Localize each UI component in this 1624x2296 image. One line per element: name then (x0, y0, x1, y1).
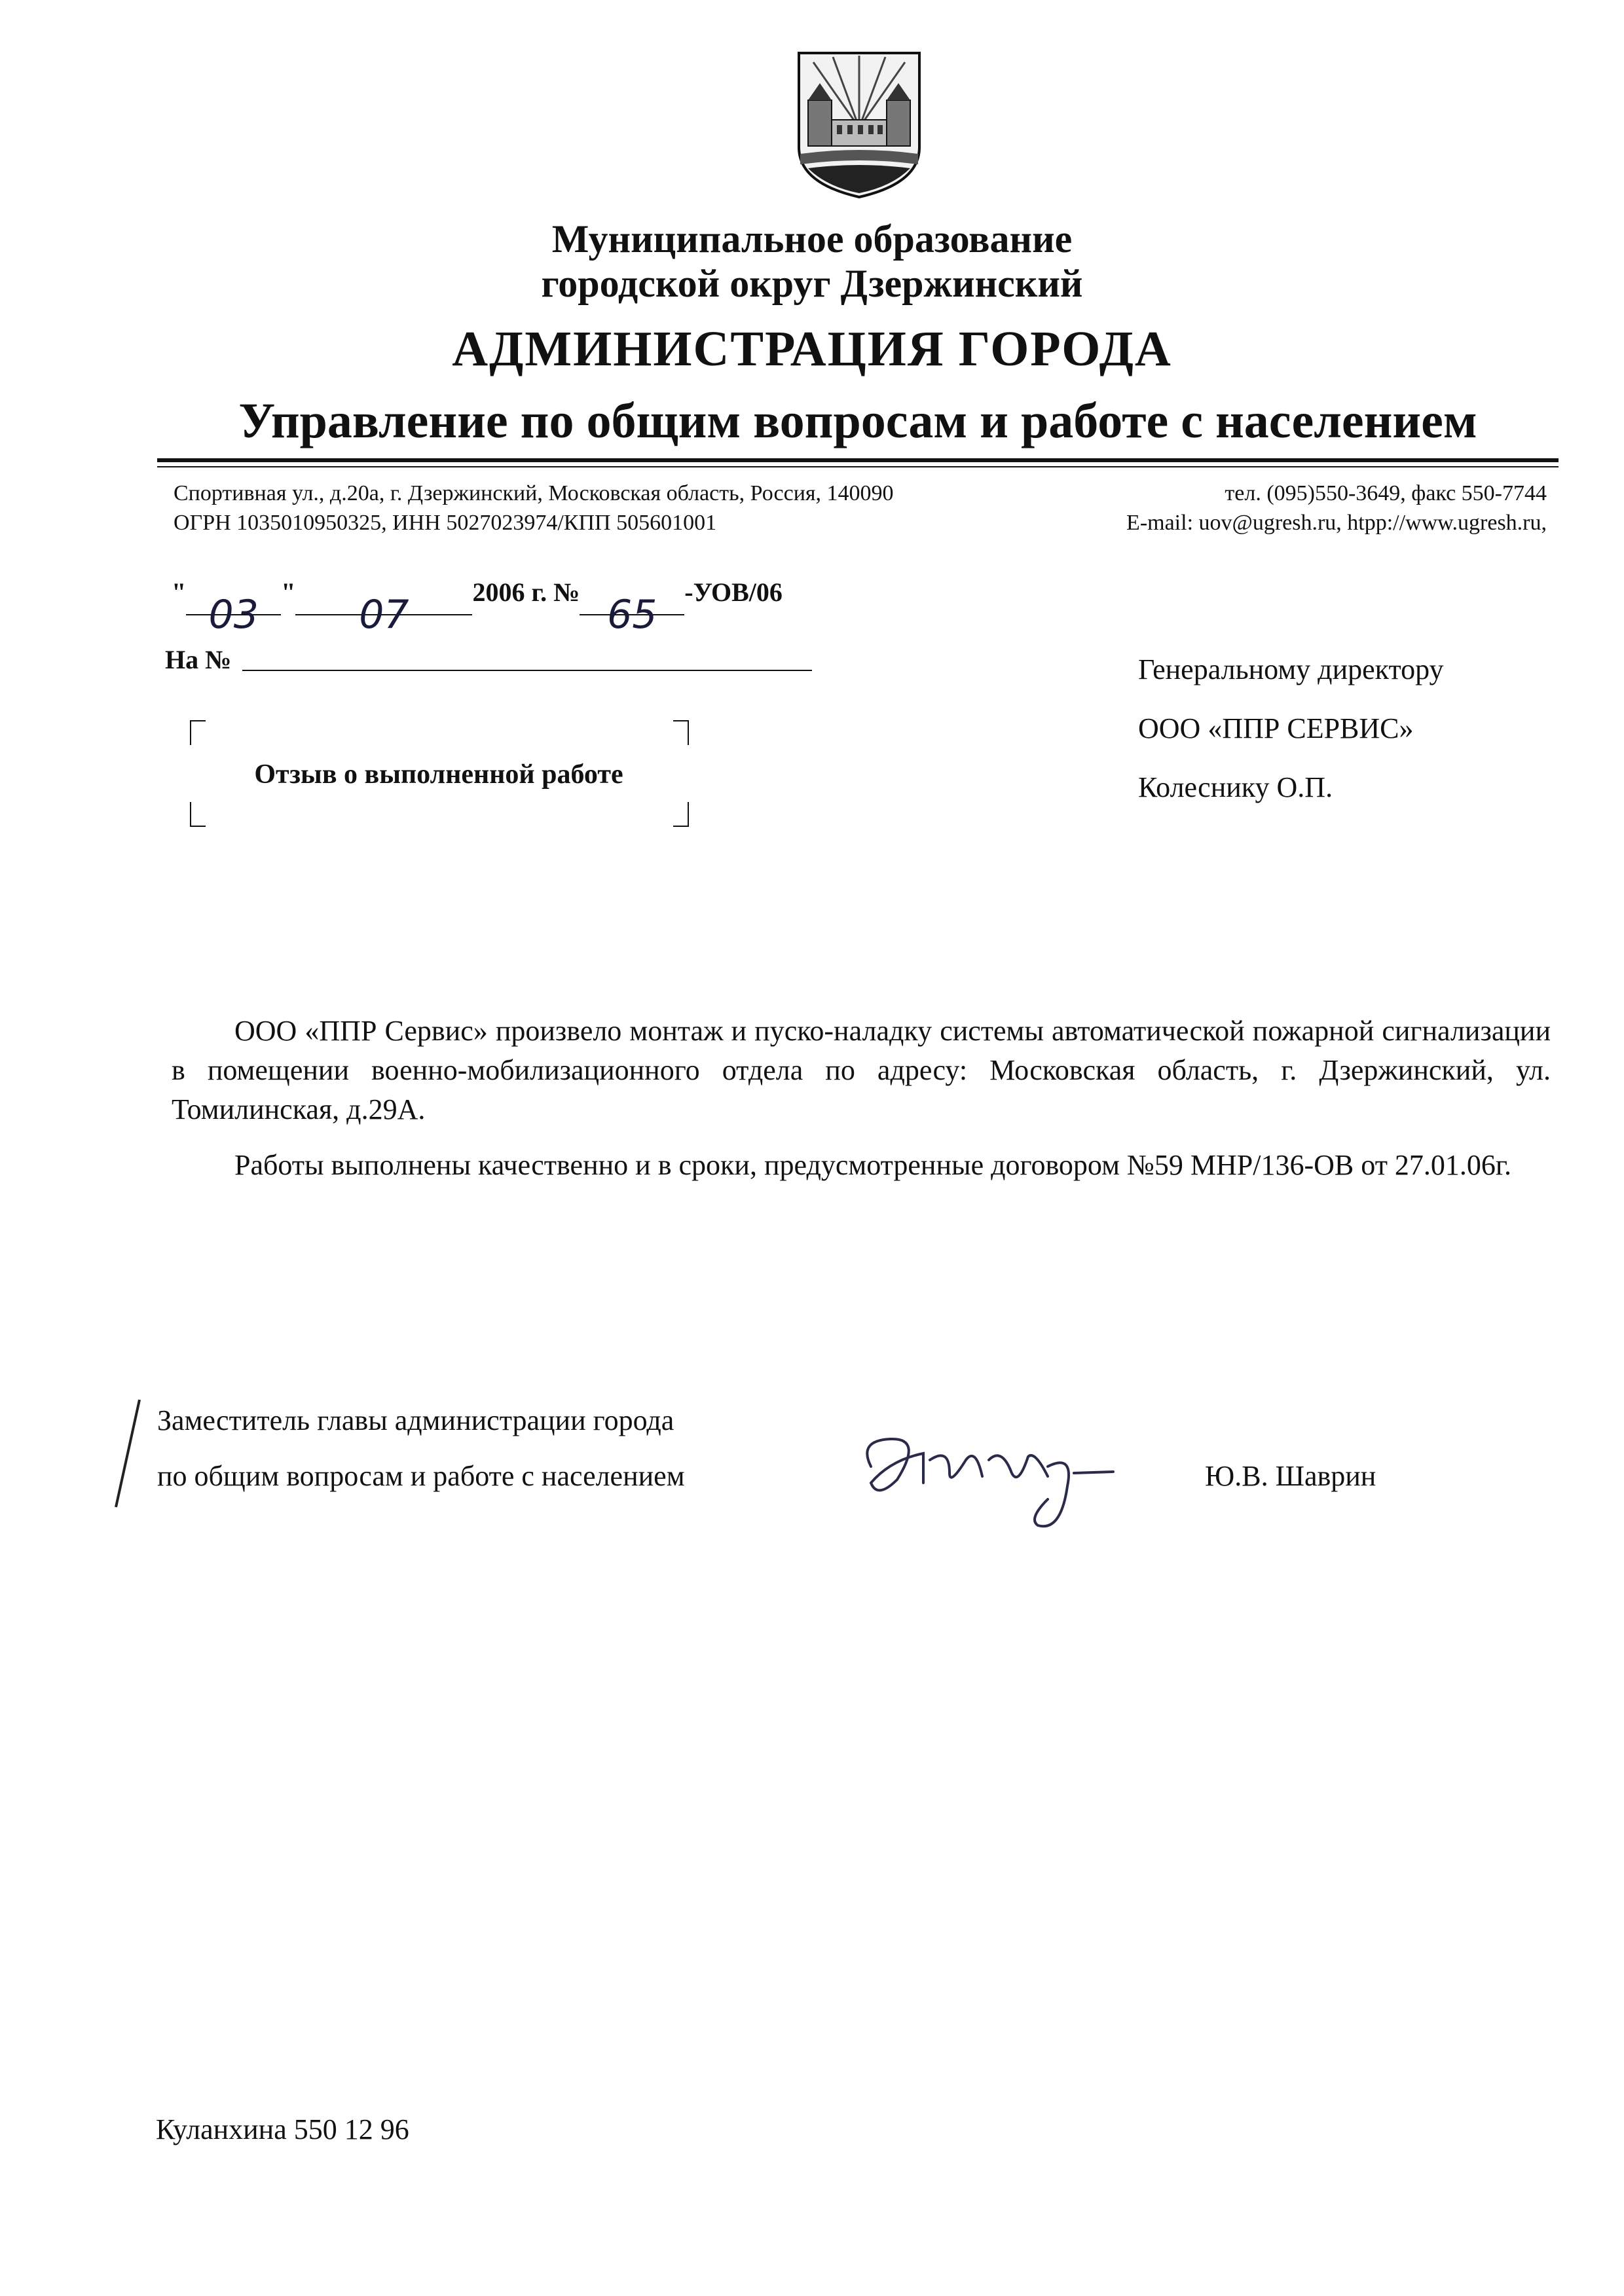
addressee-position: Генеральному директору (1138, 653, 1444, 685)
day-field (186, 584, 281, 638)
bracket-top-left (190, 720, 206, 745)
signer-title-line-1: Заместитель главы администрации города (157, 1404, 674, 1436)
day-handwritten: 03 (208, 592, 259, 638)
number-suffix: -УОВ/06 (684, 577, 783, 607)
header-rule-thin (157, 466, 1559, 467)
number-handwritten: 65 (607, 592, 657, 638)
bracket-bottom-left (190, 802, 206, 827)
addressee-name: Колеснику О.П. (1138, 771, 1333, 803)
signer-title-line-2: по общим вопросам и работе с населением (157, 1460, 685, 1492)
quote-close: " (281, 577, 296, 607)
requisites-address: Спортивная ул., д.20а, г. Дзержинский, Московская область, Россия, 140090 (174, 481, 894, 505)
outgoing-date-line (172, 570, 783, 638)
body-paragraph-2: Работы выполнены качественно и в сроки, предусмотренные договором №59 МНР/136-ОВ от 27.01.06г. (234, 1149, 1512, 1181)
reference-label: На № (165, 645, 232, 674)
number-field (580, 584, 684, 638)
addressee-company: ООО «ППР СЕРВИС» (1138, 712, 1414, 744)
header-municipality: Муниципальное образование (551, 217, 1073, 261)
body-paragraph-1: ООО «ППР Сервис» произвело монтаж и пуско-наладку системы автоматической пожарной сигнализации в помещении военно-мобилизационного отдела по адресу: Московская область, г. Дзержинский, ул. Томилинская, д.29А. (172, 1015, 1551, 1125)
executor-contact: Куланхина 550 12 96 (156, 2113, 409, 2145)
requisites-email: E-mail: uov@ugresh.ru, htpp://www.ugresh.ru, (1126, 511, 1547, 535)
coat-of-arms-icon (794, 49, 925, 200)
letter-subject: Отзыв о выполненной работе (254, 759, 623, 790)
signer-name: Ю.В. Шаврин (1205, 1460, 1376, 1492)
month-field (295, 584, 472, 638)
header-department: Управление по общим вопросам и работе с населением (238, 393, 1477, 448)
quote-open: " (172, 577, 187, 607)
reference-blank-line (242, 670, 812, 671)
bracket-top-right (673, 720, 689, 745)
header-administration: АДМИНИСТРАЦИЯ ГОРОДА (452, 321, 1172, 376)
bracket-bottom-right (673, 802, 689, 827)
handwritten-signature-icon (851, 1421, 1126, 1539)
requisites-phone: тел. (095)550-3649, факс 550-7744 (1225, 481, 1547, 505)
year-number-label: 2006 г. № (472, 577, 580, 607)
month-handwritten: 07 (359, 592, 409, 638)
header-district: городской округ Дзержинский (541, 262, 1083, 305)
margin-mark-icon (108, 1394, 147, 1512)
requisites-ogrn: ОГРН 1035010950325, ИНН 5027023974/КПП 505601001 (174, 511, 717, 535)
header-rule-thick (157, 458, 1559, 462)
